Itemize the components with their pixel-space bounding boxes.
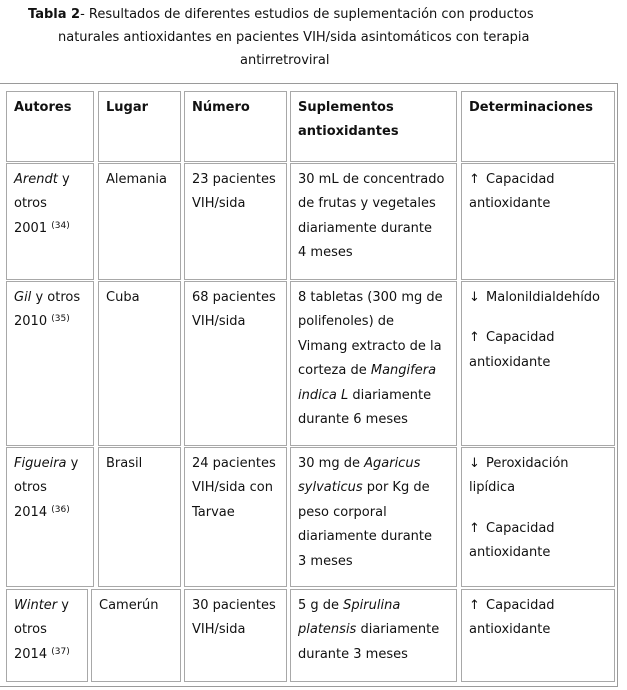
- row-2-author: Gil: [14, 290, 32, 305]
- row-3-det-1-line-1: Peroxidación: [486, 456, 569, 471]
- row-4-number-line-1: 30 pacientes: [192, 598, 276, 613]
- row-2-supp-line-6: durante 6 meses: [298, 412, 408, 428]
- row-4-det-1-line-1: Capacidad: [486, 598, 555, 613]
- row-2-numero: [184, 281, 287, 446]
- row-1-author: Arendt: [14, 172, 58, 187]
- header-autores-label: Autores: [14, 100, 72, 115]
- header-suplementos-line-1: Suplementos: [298, 100, 394, 115]
- row-4-reference: (37): [51, 646, 70, 657]
- row-2-determinaciones: [461, 281, 615, 446]
- increase-arrow-icon: ↑: [469, 598, 480, 613]
- row-4-place: Camerún: [99, 598, 159, 613]
- row-2-autores: [6, 281, 94, 446]
- row-2-supp-line-5b: diariamente: [348, 387, 432, 403]
- row-3-reference: (36): [51, 504, 70, 515]
- row-4-author-rest: y: [57, 598, 69, 613]
- row-1-det-1-line-1: Capacidad: [486, 172, 555, 187]
- header-autores: [6, 91, 94, 162]
- row-2-author-rest: y otros: [31, 290, 81, 305]
- row-2-det-2-line-1: Capacidad: [486, 330, 555, 346]
- header-suplementos-line-2: antioxidantes: [298, 124, 399, 140]
- row-4-lugar: [91, 589, 181, 682]
- row-2-number-line-2: VIH/sida: [192, 314, 246, 330]
- row-1-number-line-1: 23 pacientes: [192, 172, 276, 187]
- row-3-supp-line-1b: Agaricus: [364, 456, 421, 471]
- row-4-suplementos: [290, 589, 457, 682]
- row-2-supp-line-4b: Mangifera: [370, 363, 437, 379]
- row-2-supp-line-2: polifenoles) de: [298, 314, 395, 330]
- row-3-place: Brasil: [106, 456, 143, 471]
- row-3-author-rest: y: [66, 456, 79, 471]
- row-1-numero: [184, 163, 287, 280]
- row-2-supp-line-3: Vimang extracto de la: [298, 338, 442, 354]
- row-4-supp-line-1a: 5 g de: [298, 598, 344, 613]
- row-2-suplementos: [290, 281, 457, 446]
- row-3-det-2-line-1: Capacidad: [486, 520, 555, 536]
- header-numero-label: Número: [192, 100, 250, 115]
- header-numero: [184, 91, 287, 162]
- caption-text-1: - Resultados de diferentes estudios de suplementación con productos: [80, 7, 534, 22]
- row-3-supp-line-4: diariamente durante: [298, 529, 433, 545]
- row-1-supp-line-2: de frutas y vegetales: [298, 196, 436, 212]
- row-4-number-line-2: VIH/sida: [192, 622, 246, 638]
- row-1-lugar: [98, 163, 181, 280]
- row-4-author: Winter: [14, 598, 58, 613]
- decrease-arrow-icon: ↓: [469, 290, 480, 305]
- row-4-det-1-line-2: antioxidante: [469, 622, 551, 638]
- header-determinaciones-label: Determinaciones: [469, 100, 593, 115]
- caption-line-1: [14, 3, 614, 26]
- row-3-supp-line-1a: 30 mg de: [298, 456, 365, 471]
- row-3-year: 2014: [14, 504, 48, 520]
- row-4-autores: [6, 589, 88, 682]
- row-1-reference: (34): [51, 220, 70, 231]
- row-2-det-2-line-2: antioxidante: [469, 354, 551, 370]
- row-3-supp-line-2a: sylvaticus: [298, 480, 363, 496]
- row-2-lugar: [98, 281, 181, 446]
- row-3-suplementos: [290, 447, 457, 587]
- row-3-determinaciones: [461, 447, 615, 587]
- row-3-numero: [184, 447, 287, 587]
- caption-line-2: naturales antioxidantes en pacientes VIH/sida asintomáticos con terapia: [58, 30, 530, 45]
- row-4-supp-line-2a: platensis: [298, 622, 357, 638]
- row-1-supp-line-3: diariamente durante: [298, 220, 433, 236]
- row-3-number-line-3: Tarvae: [192, 504, 235, 520]
- row-3-autores: [6, 447, 94, 587]
- row-3-det-1-line-2: lipídica: [469, 480, 516, 496]
- row-1-author-line-2: otros: [14, 196, 47, 212]
- row-4-supp-line-1b: Spirulina: [343, 598, 401, 613]
- row-1-number-line-2: VIH/sida: [192, 196, 246, 212]
- decrease-arrow-icon: ↓: [469, 456, 480, 471]
- row-1-determinaciones: [461, 163, 615, 280]
- row-3-number-line-2: VIH/sida con: [192, 480, 273, 496]
- row-1-supp-line-1: 30 mL de concentrado: [298, 172, 445, 187]
- increase-arrow-icon: ↑: [469, 520, 480, 536]
- row-3-supp-line-5: 3 meses: [298, 553, 353, 569]
- row-3-author-line-2: otros: [14, 480, 47, 496]
- row-3-number-line-1: 24 pacientes: [192, 456, 276, 471]
- row-4-supp-line-2b: diariamente: [356, 622, 440, 638]
- header-lugar-label: Lugar: [106, 100, 149, 115]
- increase-arrow-icon: ↑: [469, 330, 480, 346]
- caption-line-3: antirretroviral: [240, 53, 330, 68]
- row-4-year: 2014: [14, 646, 48, 662]
- row-1-supp-line-4: 4 meses: [298, 245, 353, 261]
- row-3-lugar: [98, 447, 181, 587]
- table-caption: [14, 3, 614, 72]
- row-3-det-2-line-2: antioxidante: [469, 545, 551, 561]
- row-2-place: Cuba: [106, 290, 140, 305]
- row-2-reference: (35): [51, 314, 70, 325]
- caption-label: Tabla 2: [28, 7, 81, 22]
- header-determinaciones: [461, 91, 615, 162]
- row-1-det-1-line-2: antioxidante: [469, 196, 551, 212]
- row-2-number-line-1: 68 pacientes: [192, 290, 276, 305]
- row-4-determinaciones: [461, 589, 615, 682]
- row-2-supp-line-5a: indica L: [298, 387, 349, 403]
- header-lugar: [98, 91, 181, 162]
- row-3-author: Figueira: [14, 456, 67, 471]
- increase-arrow-icon: ↑: [469, 172, 480, 187]
- row-2-supp-line-4a: corteza de: [298, 363, 371, 379]
- row-2-det-1-line-1: Malonildialdehído: [486, 290, 601, 305]
- row-1-suplementos: [290, 163, 457, 280]
- header-suplementos: [290, 91, 457, 162]
- row-3-supp-line-2b: por Kg de: [362, 480, 430, 496]
- row-4-numero: [184, 589, 287, 682]
- row-1-autores: [6, 163, 94, 280]
- row-1-author-rest: y: [57, 172, 70, 187]
- row-3-supp-line-3: peso corporal: [298, 504, 387, 520]
- row-1-year: 2001: [14, 220, 48, 236]
- row-1-place: Alemania: [106, 172, 167, 187]
- row-2-supp-line-1: 8 tabletas (300 mg de: [298, 290, 443, 305]
- row-4-supp-line-3: durante 3 meses: [298, 646, 408, 662]
- row-2-year: 2010: [14, 314, 48, 330]
- row-4-author-line-2: otros: [14, 622, 47, 638]
